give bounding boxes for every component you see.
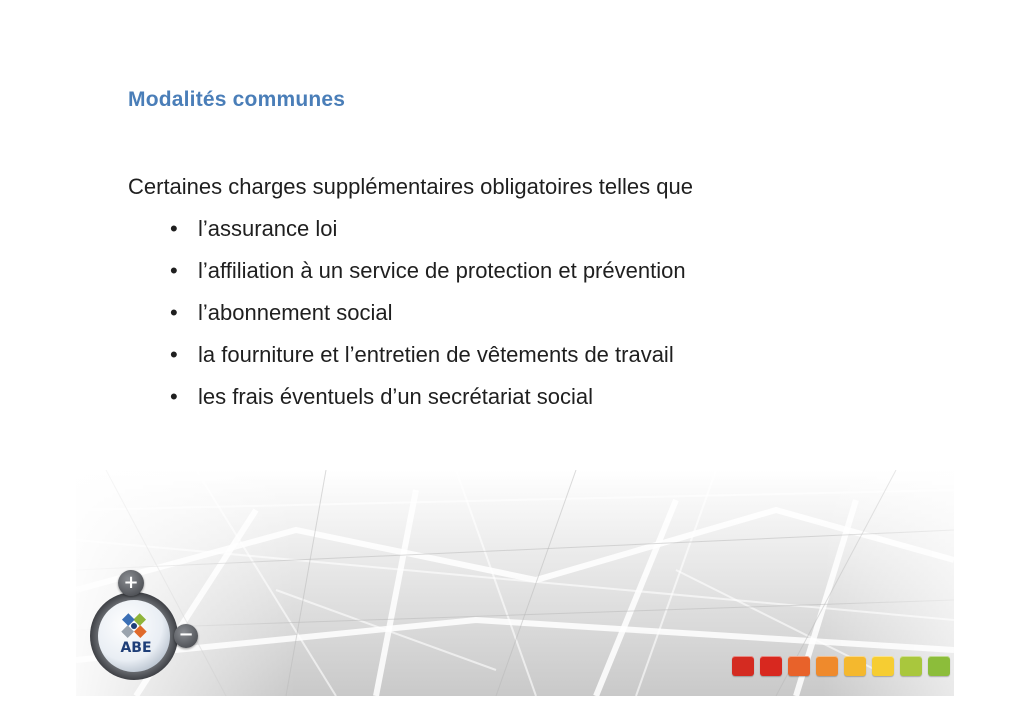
- logo-text: ABE: [120, 640, 152, 656]
- bullet-icon: •: [170, 384, 178, 409]
- color-square[interactable]: [844, 656, 866, 676]
- list-item-text: la fourniture et l’entretien de vêtements de travail: [198, 342, 674, 367]
- zoom-out-icon: −: [178, 624, 194, 645]
- list-item: [168, 298, 686, 340]
- color-square[interactable]: [872, 656, 894, 676]
- list-item-text: l’abonnement social: [198, 300, 393, 325]
- color-square[interactable]: [928, 656, 950, 676]
- bullet-icon: •: [170, 258, 178, 283]
- bullet-icon: •: [170, 342, 178, 367]
- intro-text: Certaines charges supplémentaires obligatoires telles que: [128, 174, 693, 199]
- list-item: [168, 256, 686, 298]
- list-item-text: l’affiliation à un service de protection et prévention: [198, 258, 686, 283]
- list-item-text: les frais éventuels d’un secrétariat social: [198, 384, 593, 409]
- color-square[interactable]: [760, 656, 782, 676]
- bullet-icon: •: [170, 300, 178, 325]
- color-square-strip: [732, 656, 950, 676]
- color-square[interactable]: [816, 656, 838, 676]
- zoom-in-icon: +: [123, 572, 139, 593]
- list-item: [168, 382, 686, 424]
- bullet-list: [168, 214, 686, 424]
- zoom-in-button[interactable]: [118, 570, 144, 596]
- slide-title: Modalités communes: [128, 88, 346, 111]
- list-item: [168, 214, 686, 256]
- color-square[interactable]: [900, 656, 922, 676]
- list-item-text: l’assurance loi: [198, 216, 338, 241]
- zoom-out-button[interactable]: [174, 624, 198, 648]
- color-square[interactable]: [732, 656, 754, 676]
- color-square[interactable]: [788, 656, 810, 676]
- bullet-icon: •: [170, 216, 178, 241]
- list-item: [168, 340, 686, 382]
